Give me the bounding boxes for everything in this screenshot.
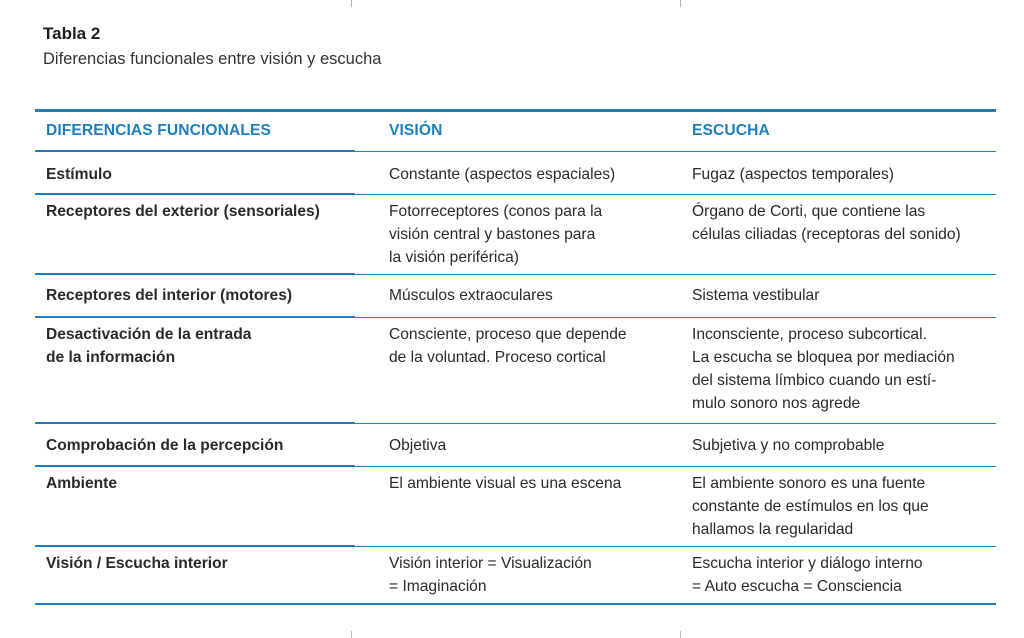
row-label: Estímulo [46, 166, 112, 183]
escucha-cell: El ambiente sonoro es una fuente constante de estímulos en los que hallamos la regularidad [692, 475, 929, 538]
row-label: Comprobación de la percepción [46, 437, 284, 454]
row-divider [35, 193, 355, 195]
row-divider [355, 151, 996, 152]
table-caption: Diferencias funcionales entre visión y escucha [43, 50, 382, 68]
vision-cell: Fotorreceptores (conos para la visión central y bastones para la visión periférica) [389, 203, 603, 266]
vision-cell: Constante (aspectos espaciales) [389, 166, 616, 183]
row-divider [35, 465, 355, 467]
row-divider [355, 274, 996, 275]
column-header: DIFERENCIAS FUNCIONALES [46, 122, 271, 139]
row-label: Receptores del interior (motores) [46, 287, 293, 304]
vision-cell: Consciente, proceso que depende de la voluntad. Proceso cortical [389, 326, 627, 366]
row-divider [355, 194, 996, 195]
vision-cell: Músculos extraoculares [389, 287, 553, 304]
escucha-cell: Inconsciente, proceso subcortical. La escucha se bloquea por mediación del sistema límbico cuando un estí- mulo sonoro nos agrede [692, 326, 955, 412]
column-header: ESCUCHA [692, 122, 770, 139]
row-label: Desactivación de la entrada de la información [46, 326, 252, 366]
crop-mark [680, 0, 681, 7]
row-label: Ambiente [46, 475, 118, 492]
row-divider [355, 603, 996, 605]
table-title: Tabla 2 [43, 24, 101, 43]
row-divider [355, 423, 996, 424]
vision-cell: El ambiente visual es una escena [389, 475, 622, 492]
row-divider [35, 545, 355, 547]
row-divider [35, 273, 355, 275]
row-divider [355, 546, 996, 547]
escucha-cell: Escucha interior y diálogo interno = Auto escucha = Consciencia [692, 555, 923, 595]
row-divider [35, 422, 355, 424]
escucha-cell: Sistema vestibular [692, 287, 820, 304]
vision-cell: Objetiva [389, 437, 447, 454]
vision-cell: Visión interior = Visualización = Imaginación [389, 555, 592, 595]
table-top-rule [35, 109, 996, 112]
row-divider [35, 316, 355, 318]
escucha-cell: Fugaz (aspectos temporales) [692, 166, 894, 183]
crop-mark [351, 631, 352, 638]
crop-mark [351, 0, 352, 7]
row-divider [355, 317, 996, 318]
row-divider [35, 603, 355, 605]
row-label: Receptores del exterior (sensoriales) [46, 203, 320, 220]
row-divider [355, 466, 996, 467]
crop-mark [680, 631, 681, 638]
row-divider [35, 150, 355, 152]
escucha-cell: Subjetiva y no comprobable [692, 437, 885, 454]
escucha-cell: Órgano de Corti, que contiene las células ciliadas (receptoras del sonido) [692, 203, 961, 243]
row-label: Visión / Escucha interior [46, 555, 228, 572]
column-header: VISIÓN [389, 122, 443, 139]
